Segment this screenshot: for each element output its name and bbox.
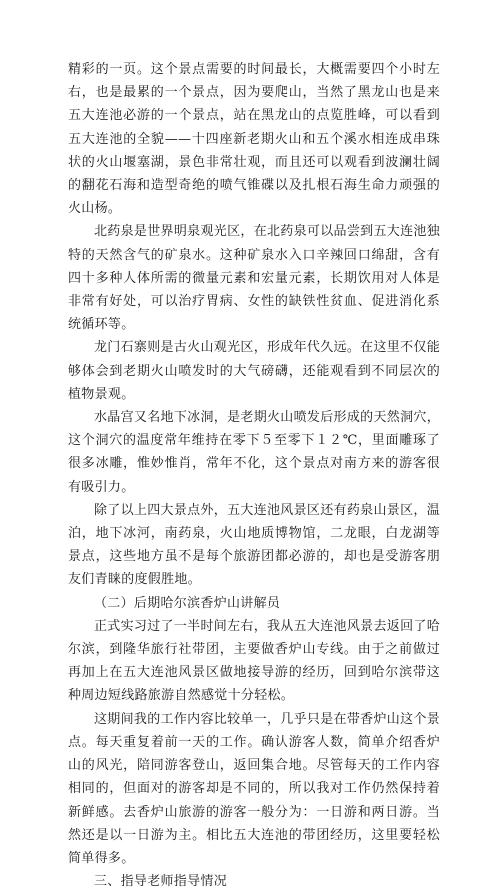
document-page [68, 58, 440, 893]
paragraph-continued-intro: 精彩的一页。这个景点需要的时间最长，大概需要四个小时左右，也是最累的一个景点，因为要爬山，当然了黑龙山也是来五大连池必游的一个景点，站在黑龙山的点览胜峰，可以看到五大连池的全貌——十四座新老期火山和五个溪水相连成串珠状的火山堰塞湖，景色非常壮观，而且还可以观看到波澜壮阔的翻花石海和造型奇绝的喷气锥碟以及扎根石海生命力顽强的火山杨。 [68, 62, 440, 217]
paragraph-longmen-stone-village: 龙门石寨则是古火山观光区，形成年代久远。在这里不仅能够体会到老期火山喷发时的大气磅礴，还能观看到不同层次的植物景观。 [68, 340, 440, 402]
section-heading-instructor-guidance: 三、指导老师指导情况 [94, 874, 228, 890]
paragraph-north-spring: 北药泉是世界明泉观光区，在北药泉可以品尝到五大连池独特的天然含气的矿泉水。这种矿泉水入口辛辣回口绵甜，含有四十多种人体所需的微量元素和宏量元素，长期饮用对人体是非常有好处，可以治疗胃病、女性的缺铁性贫血、促进消化系统循环等。 [68, 224, 440, 333]
paragraph-other-scenic-spots: 除了以上四大景点外，五大连池风景区还有药泉山景区，温泊，地下冰河，南药泉，火山地质博物馆，二龙眼，白龙湖等景点，这些地方虽不是每个旅游团都必游的，却也是受游客朋友们青睐的度假胜地。 [68, 502, 440, 588]
section-heading-xianglu-guide: （二）后期哈尔滨香炉山讲解员 [94, 595, 281, 611]
paragraph-crystal-palace: 水晶宫又名地下冰洞，是老期火山喷发后形成的天然洞穴，这个洞穴的温度常年维持在零下５至零下１２℃，里面雕琢了很多冰雕，惟妙惟肖，常年不化，这个景点对南方来的游客很有吸引力。 [68, 410, 440, 495]
paragraph-work-content: 这期间我的工作内容比较单一，几乎只是在带香炉山这个景点。每天重复着前一天的工作。确认游客人数，简单介绍香炉山的风光，陪同游客登山，返回集合地。尽管每天的工作内容相同的，但面对的游客却是不同的，所以我对工作仍然保持着新鲜感。去香炉山旅游的游客一般分为：一日游和两日游。当然还是以一日游为主。相比五大连池的带团经历，这里要轻松简单得多。 [68, 711, 440, 866]
paragraph-return-to-harbin: 正式实习过了一半时间左右，我从五大连池风景去返回了哈尔滨，到隆华旅行社带团，主要做香炉山专线。由于之前做过再加上在五大连池风景区做地接导游的经历，回到哈尔滨带这种周边短线路旅游自然感觉十分轻松。 [68, 618, 440, 704]
